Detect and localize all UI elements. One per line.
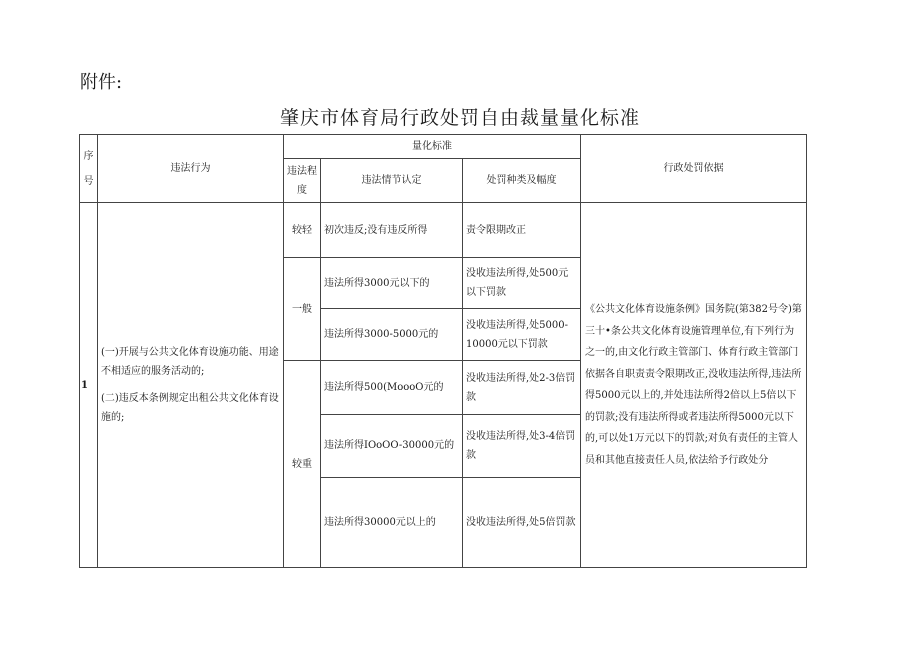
degree-light: 较轻 bbox=[284, 203, 321, 258]
header-seq bbox=[80, 135, 98, 203]
header-circumstance: 违法情节认定 bbox=[321, 159, 463, 203]
header-seq-top: 序 bbox=[83, 150, 94, 162]
header-violation: 违法行为 bbox=[98, 135, 284, 203]
violation-item-2: (二)违反本条例规定出租公共文化体育设施的; bbox=[101, 393, 279, 424]
degree-general: 一般 bbox=[284, 258, 321, 361]
row-2-circumstance: 违法所得3000元以下的 bbox=[321, 258, 463, 309]
header-basis: 行政处罚依据 bbox=[581, 135, 807, 203]
degree-serious: 较重 bbox=[284, 361, 321, 568]
row-5-circumstance: 违法所得IOoOO-30000元的 bbox=[321, 414, 463, 477]
document-title: 肇庆市体育局行政处罚自由裁量量化标准 bbox=[279, 107, 640, 129]
row-seq: 1 bbox=[80, 203, 98, 568]
header-penalty: 处罚种类及幅度 bbox=[463, 159, 581, 203]
row-3-penalty: 没收违法所得,处5000-10000元以下罚款 bbox=[463, 309, 581, 361]
header-standard: 量化标准 bbox=[284, 135, 581, 159]
row-5-penalty: 没收违法所得,处3-4倍罚款 bbox=[463, 414, 581, 477]
attachment-label: 附件: bbox=[80, 72, 123, 93]
row-1-penalty: 责令限期改正 bbox=[463, 203, 581, 258]
violation-item-1: (一)开展与公共文化体育设施功能、用途不相适应的服务活动的; bbox=[101, 347, 279, 378]
row-4-circumstance: 违法所得500(MoooO元的 bbox=[321, 361, 463, 414]
legal-basis: 《公共文化体育设施条例》国务院(第382号令)第三十•条公共文化体育设施管理单位,有下列行为之一的,由文化行政主管部门、体育行政主管部门依据各自职责责令限期改正,没收违法所得,违法所得5000元以上的,并处违法所得2倍以上5倍以下的罚款;没有违法所得或者违法所得5000元以下的,可以处1万元以下的罚款;对负有责任的主管人员和其他直接责任人员,依法给予行政处分 bbox=[581, 203, 807, 568]
penalty-standard-table bbox=[79, 134, 807, 568]
violation-cell bbox=[98, 203, 284, 568]
row-6-circumstance: 违法所得30000元以上的 bbox=[321, 477, 463, 567]
row-3-circumstance: 违法所得3000-5000元的 bbox=[321, 309, 463, 361]
row-6-penalty: 没收违法所得,处5倍罚款 bbox=[463, 477, 581, 567]
header-seq-bottom: 号 bbox=[83, 175, 94, 187]
header-degree: 违法程度 bbox=[284, 159, 321, 203]
row-2-penalty: 没收违法所得,处500元以下罚款 bbox=[463, 258, 581, 309]
row-4-penalty: 没收违法所得,处2-3倍罚款 bbox=[463, 361, 581, 414]
row-1-circumstance: 初次违反;没有违反所得 bbox=[321, 203, 463, 258]
